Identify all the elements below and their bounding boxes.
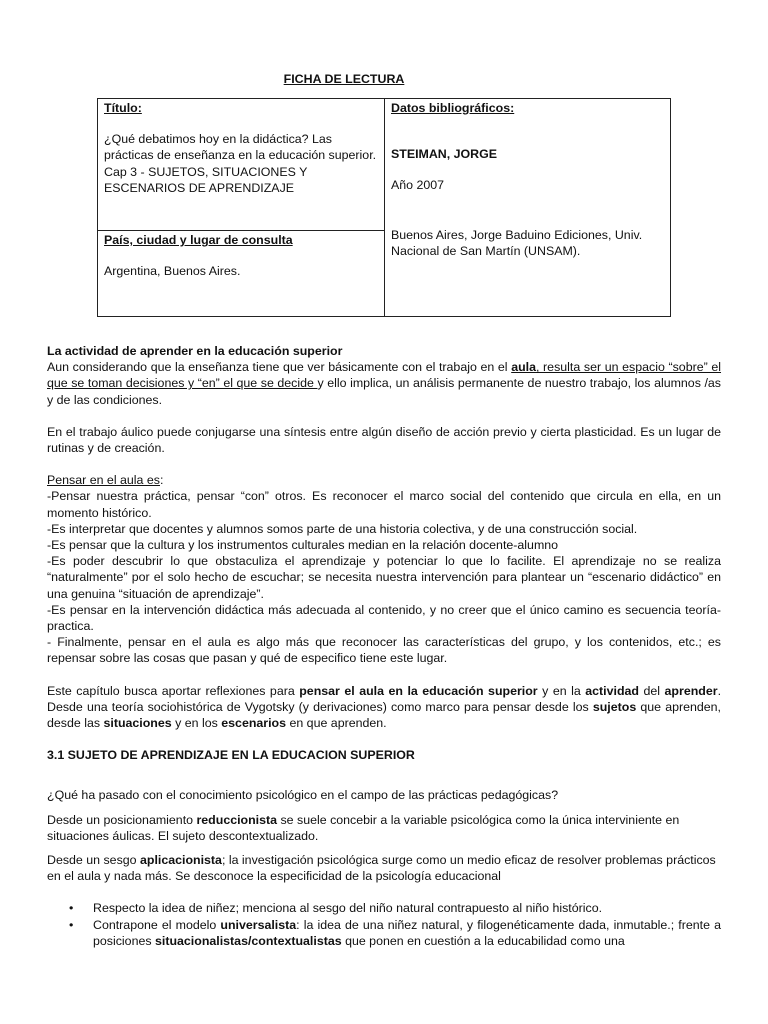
list-item: -Es poder descubrir lo que obstaculiza el aprendizaje y potenciar lo que lo facilite. El aprendizaje no se realiza “naturalmente” por el solo hecho de escuchar; se necesita nuestra intervención para plantear un “escenario didáctico” en una genuina “situación de aprendizaje”. xyxy=(47,554,721,601)
paragraph: Desde un sesgo aplicacionista; la investigación psicológica surge como un medio eficaz de resolver problemas prácticos en el aula y nada más. Se desconoce la especificidad de la psicología educacional xyxy=(47,853,716,884)
paragraph: Desde un posicionamiento reduccionista se suele concebir a la variable psicológica como la única interviniente en situaciones áulicas. El sujeto descontextualizado. xyxy=(47,812,680,843)
list-item: -Pensar nuestra práctica, pensar “con” otros. Es reconocer el marco social del contenido que circula en ella, en un momento histórico. xyxy=(47,489,721,520)
reading-card-table xyxy=(97,98,671,317)
list-item: -Es pensar que la cultura y los instrumentos culturales median en la relación docente-alumno xyxy=(47,538,559,553)
paragraph: Este capítulo busca aportar reflexiones para pensar el aula en la educación superior y en la actividad del aprender. Desde una teoría sociohistórica de Vygotsky (y derivaciones) como marco para pensar desde los sujetos que aprenden, desde las situaciones y en los escenarios en que aprenden. xyxy=(47,683,722,731)
list-item: - Finalmente, pensar en el aula es algo más que reconocer las características del grupo, y los contenidos, etc.; es repensar sobre las cosas que pasan y qué de especifico tiene este lugar. xyxy=(47,635,721,666)
year: Año 2007 xyxy=(391,178,445,193)
place-label: País, ciudad y lugar de consulta xyxy=(104,233,293,247)
paragraph: ¿Qué ha pasado con el conocimiento psicológico en el campo de las prácticas pedagógicas? xyxy=(47,788,559,803)
section-heading: La actividad de aprender en la educación superior xyxy=(47,344,343,358)
paragraph: En el trabajo áulico puede conjugarse una síntesis entre algún diseño de acción previo y cierta plasticidad. Es un lugar de rutinas y de creación. xyxy=(47,424,721,456)
section-heading: 3.1 SUJETO DE APRENDIZAJE EN LA EDUCACION SUPERIOR xyxy=(47,748,415,763)
bullet-item: • Contrapone el modelo universalista: la idea de una niñez natural, y filogenéticamente dada, inmutable.; frente a posiciones situacionalistas/contextualistas que ponen en cuestión a la educabilidad como una xyxy=(93,917,721,949)
list-item: -Es interpretar que docentes y alumnos somos parte de una historia colectiva, y de una construcción social. xyxy=(47,521,638,536)
publisher: Buenos Aires, Jorge Baduino Ediciones, Univ. Nacional de San Martín (UNSAM). xyxy=(391,227,643,258)
author: STEIMAN, JORGE xyxy=(391,147,498,162)
place-cell xyxy=(98,231,385,317)
list-item: -Es pensar en la intervención didáctica más adecuada al contenido, y no creer que el único camino es secuencia teoría-practica. xyxy=(47,602,721,634)
place-value: Argentina, Buenos Aires. xyxy=(104,264,241,279)
bibliographic-label: Datos bibliográficos: xyxy=(391,101,515,115)
chapter-title: Cap 3 - SUJETOS, SITUACIONES Y ESCENARIOS DE APRENDIZAJE xyxy=(104,164,308,195)
bibliographic-cell xyxy=(385,99,671,317)
bullet-list xyxy=(47,900,721,949)
paragraph: Aun considerando que la enseñanza tiene que ver básicamente con el trabajo en el aula, resulta ser un espacio “sobre” el que se toman decisiones y “en” el que se decide y ello implica, un análisis permanente de nuestro trabajo, los alumnos /as y de las condiciones. xyxy=(47,360,722,407)
title-label: Título: xyxy=(104,101,142,115)
book-title: ¿Qué debatimos hoy en la didáctica? Las prácticas de enseñanza en la educación superior. xyxy=(104,132,377,163)
bullet-item: • Respecto la idea de niñez; menciona al sesgo del niño natural contrapuesto al niño histórico. xyxy=(93,900,721,916)
title-cell xyxy=(98,99,385,231)
document-title: FICHA DE LECTURA xyxy=(283,72,405,86)
list-heading: Pensar en el aula es: xyxy=(47,473,164,488)
document-body xyxy=(47,343,721,949)
